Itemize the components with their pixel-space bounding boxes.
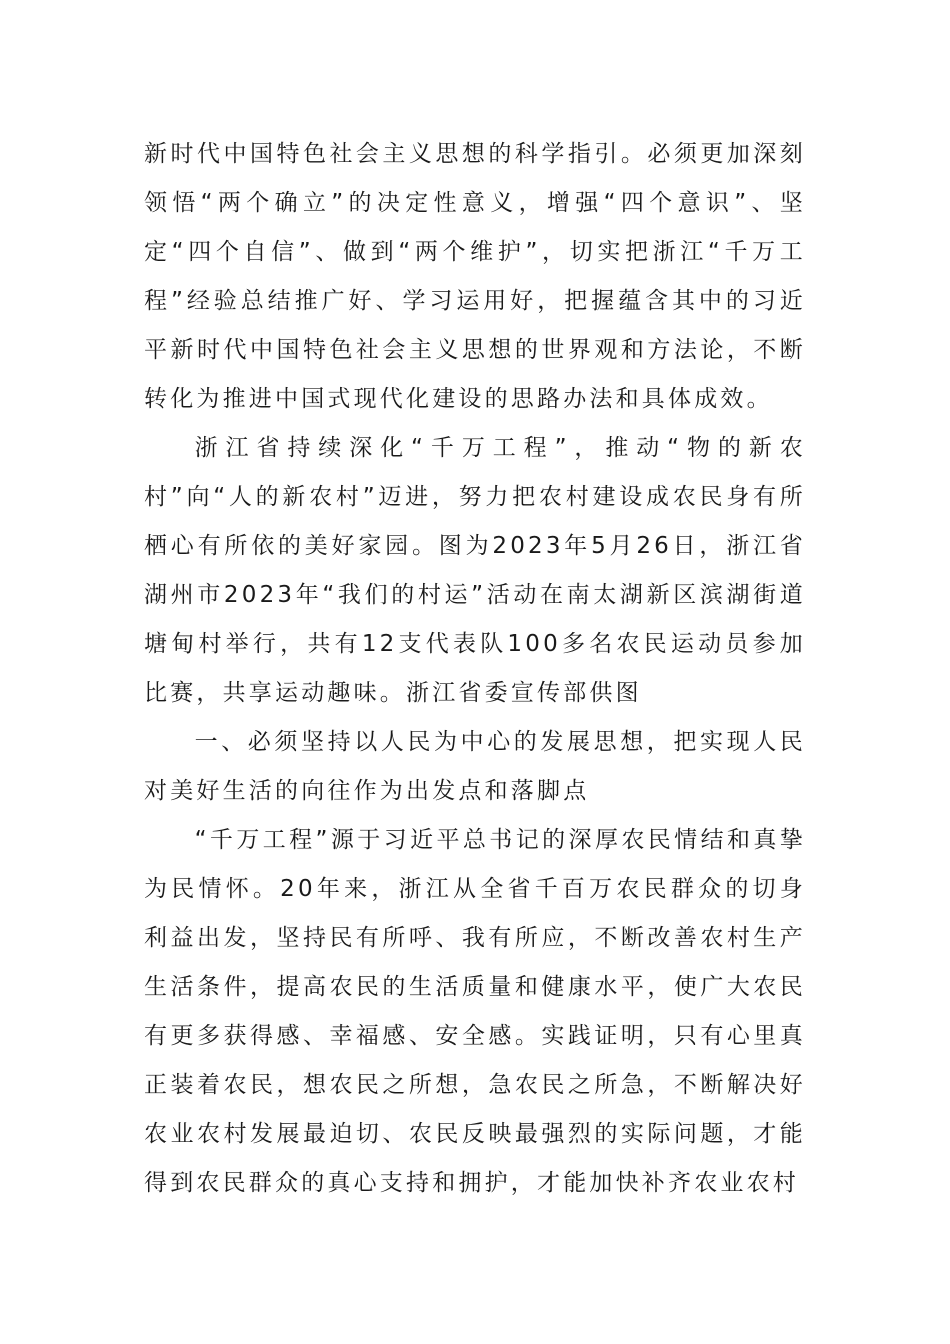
paragraph-body: “千万工程”源于习近平总书记的深厚农民情结和真挚为民情怀。20年来，浙江从全省千百万农民群众的切身利益出发，坚持民有所呼、我有所应，不断改善农村生产生活条件，提高农民的生活质量和健康水平，使广大农民有更多获得感、幸福感、安全感。实践证明，只有心里真正装着农民，想农民之所想，急农民之所急，不断解决好农业农村发展最迫切、农民反映最强烈的实际问题，才能得到农民群众的真心支持和拥护，才能加快补齐农业农村 [144,827,806,1196]
paragraph-photo-caption: 浙江省持续深化“千万工程”，推动“物的新农村”向“人的新农村”迈进，努力把农村建设成农民身有所栖心有所依的美好家园。图为2023年5月26日，浙江省湖州市2023年“我们的村运”活动在南太湖新区滨湖街道塘甸村举行，共有12支代表队100多名农民运动员参加比赛，共享运动趣味。浙江省委宣传部供图 [144,435,806,706]
paragraph-continuation: 新时代中国特色社会主义思想的科学指引。必须更加深刻领悟“两个确立”的决定性意义，增强“四个意识”、坚定“四个自信”、做到“两个维护”，切实把浙江“千万工程”经验总结推广好、学习运用好，把握蕴含其中的习近平新时代中国特色社会主义思想的世界观和方法论，不断转化为推进中国式现代化建设的思路办法和具体成效。 [144,141,806,412]
document-body [144,130,806,1208]
section-heading: 一、必须坚持以人民为中心的发展思想，把实现人民对美好生活的向往作为出发点和落脚点 [144,729,806,804]
